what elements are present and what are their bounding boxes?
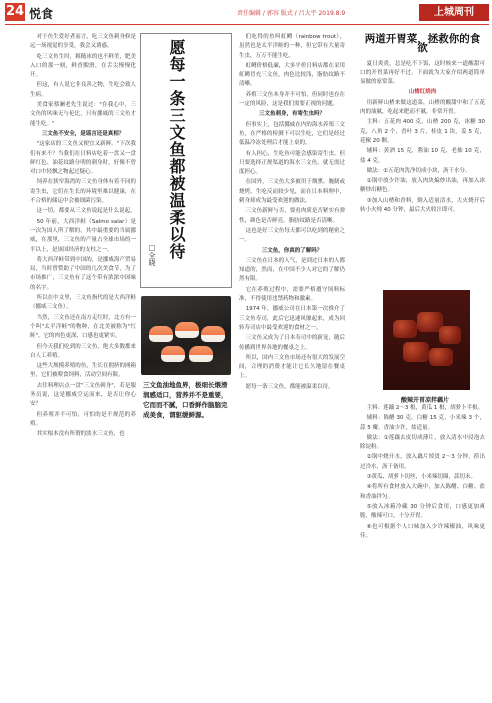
article2-column-lower bbox=[360, 404, 485, 698]
sushi-piece bbox=[161, 346, 185, 362]
paragraph: 吃三文鱼生时，粗糙冰的也不鲜美，肥美入口的那一刻，鲜香腴滑，在舌尖慢慢化开。 bbox=[30, 53, 136, 79]
paragraph: 饲养在狭窄海湾的三文鱼身体有着不同的寄生虫，它们在生长的环境里难以健康，在不合格的储运中会被细菌污染。 bbox=[30, 179, 136, 205]
article1-author: □全晓 bbox=[148, 244, 156, 266]
paragraph: 对于鱼生爱好者而言，吃三文鱼刺身修是远一场视觉的享受，我会又诱惑。 bbox=[30, 34, 136, 50]
paragraph: 所以在中文里，三文鱼指代的是大西洋鲑（挪威三文鱼）。 bbox=[30, 295, 136, 311]
paragraph: 愿每一条三文鱼，都能被温柔以待。 bbox=[245, 383, 334, 390]
paragraph: ③加入山楂和香料，倒入适量清水，大火烧开后转小火炖 40 分钟，最后大火收汁即可。 bbox=[360, 197, 485, 214]
pork-photo-caption: 酸辣开胃凉拌藕片 bbox=[400, 397, 449, 404]
page-header bbox=[0, 0, 492, 26]
paragraph: 但这，有人说它非良善之物，生吃会致人生病。 bbox=[30, 82, 136, 98]
paragraph: 主料：五花肉 400 克，山楂 200 克，冰糖 30 克，八角 2 个，香叶 3 片，桂皮 1 块，姜 5 克，花椒 20 颗。 bbox=[360, 119, 485, 144]
article1-title-box bbox=[140, 33, 232, 288]
meat-piece bbox=[429, 348, 453, 366]
sushi-piece bbox=[149, 326, 173, 342]
sushi-piece bbox=[175, 322, 199, 338]
article2-title: 两道开胃菜，拯救你的食欲 bbox=[364, 33, 481, 55]
article1-title: 愿每一条三文鱼都被温柔以待 bbox=[167, 39, 186, 260]
paragraph: 辅料：陈醋 30 克，白糖 15 克，小米辣 3 个，蒜 5 瓣，香油少许，盐适量。 bbox=[360, 415, 485, 431]
paragraph: 做法：①莲藕去皮切成薄片，放入清水中浸泡去除淀粉。 bbox=[360, 434, 485, 451]
salmon-sushi-photo bbox=[141, 296, 231, 375]
paragraph: 养殖三文鱼本身并不可怕，但同时也存在一定的风险，这是我们需要正视的问题。 bbox=[239, 91, 345, 108]
paragraph: "这家店的三文鱼又便宜又新鲜。"下次我们有来不？当我们在日料店吃着一盘又一盘鲜红色、油花纹路分明的刺身时，好像不曾对口中轻飘之物起过疑心。 bbox=[30, 141, 136, 176]
paragraph: 虹鳟价格低廉，大多平价日料店都在采用虹鳟冒充三文鱼，肉色比较浅，脂肪纹路不清晰。 bbox=[239, 62, 345, 88]
article1-column2 bbox=[239, 33, 345, 698]
paragraph: 三文鱼在日本的人气，是到过日本的人都知道的，然而，在中国不少人对它的了解仍然有限。 bbox=[239, 257, 345, 283]
publication-badge: 上城周刊 bbox=[419, 4, 489, 21]
section-title: 悦食 bbox=[29, 7, 54, 21]
paragraph: 所以，国内三文鱼市场还有很大的发展空间，合理的消费才能让它长久地留在餐桌上。 bbox=[239, 354, 345, 380]
paragraph: 50 年前，大西洋鲑（Salmo salar）是一次为国人所了解的。其中最重要的当属挪威，在那里，三文鱼的产量占全球市场的一半以上，是该国经济的支柱之一。 bbox=[30, 218, 136, 253]
sushi-piece bbox=[189, 346, 213, 362]
header-rule bbox=[5, 24, 489, 25]
paragraph: 这也是好三文鱼每天都可以吃到的秘密之一。 bbox=[239, 227, 345, 244]
paragraph: 三文鱼又成为了日本寿司中的新宠，随后传播到世界各地的餐桌之上。 bbox=[239, 335, 345, 351]
article1-column1 bbox=[30, 33, 136, 698]
paragraph: 美食家蔡澜老先生说过："在我心中，三文鱼的风味无与伦比，只有挪威的三文鱼才能生吃。" bbox=[30, 102, 136, 127]
paragraph: ③黄瓜、胡萝卜切丝，小米辣切圈，蒜切末。 bbox=[366, 474, 477, 481]
paragraph: 但今天我们吃到的三文鱼，绝大多数都来自人工养殖。 bbox=[30, 343, 136, 359]
paragraph: 但事实上，包括挪威在内的海水养殖三文鱼，在严格的检测下可以生吃，它们是经过低温冷冻处理后才能上桌的。 bbox=[239, 121, 345, 147]
paragraph: 这一切，都要从三文鱼说起是什么说起。 bbox=[36, 208, 136, 215]
paragraph: ②锅中烧开水，放入藕片焯烫 2～3 分钟，捞出过冷水，沥干备用。 bbox=[360, 454, 485, 470]
paragraph: ⑥也可根据个人口味加入少许辣椒油，风味更佳。 bbox=[360, 523, 485, 539]
paragraph: 1974 年，挪威公司在日本第一次推介了三文鱼寿司，此后它迅速风靡起来，成为回转寿司店中最受欢迎的食材之一。 bbox=[239, 306, 345, 331]
meat-piece bbox=[439, 326, 461, 344]
paragraph: ④将所有食材放入大碗中，加入陈醋、白糖、盐和香油拌匀。 bbox=[360, 484, 485, 500]
paragraph: 主料：莲藕 2～3 根，黄瓜 1 根，胡萝卜半根。 bbox=[366, 405, 484, 411]
paragraph: 但养殖并不可怕，可怕的是不规范的养殖。 bbox=[30, 411, 136, 427]
paragraph: 用新鲜山楂来做这道菜，山楂的酸甜中和了五花肉的油腻，吃起来肥而不腻，非常开胃。 bbox=[360, 99, 485, 116]
subheading: 三文鱼，你真的了解吗？ bbox=[261, 247, 323, 254]
paragraph: 有人担心，生吃鱼可能会感染寄生虫。但只要选择正规渠道的海水三文鱼，就无需过度担心。 bbox=[239, 150, 345, 176]
paragraph: 在国外，三文鱼大多被用于烟熏、腌制或烧烤，生吃反而较少见，而在日本料理中，刺身却成为最受欢迎的做法。 bbox=[239, 179, 345, 205]
paragraph: 做法：①五花肉洗净切成小块，沥干水分。 bbox=[366, 167, 471, 174]
paragraph: 们吃得的鱼叫虹鳟（rainbow trout），虽然也是太平洋鲑的一种，但它带有大量寄生虫，万万不能生吃。 bbox=[239, 34, 345, 59]
editor-meta: 责任编辑 / 郭容 版式 / 吕大宇 2019.8.9 bbox=[237, 10, 346, 17]
paragraph: 当然，三文鱼还在南方走红时，北方有一个叫"太平洋鲑"的物种，在北美被称为"红鲑"，它的肉色更深，口感也更紧实。 bbox=[30, 314, 136, 340]
subheading: 山楂红烧肉 bbox=[408, 89, 437, 96]
paragraph: ⑤放入冰箱冷藏 30 分钟后食用，口感更加爽脆，酸辣可口，十分开胃。 bbox=[360, 503, 485, 520]
subheading: 三文鱼刺身，有寄生虫吗？ bbox=[258, 111, 325, 118]
page-number: 24 bbox=[5, 4, 25, 19]
paragraph: 将大西洋鲑带到中国的，是挪威海产贸易局，当时曾赞助了中国的几次美食节，为了市场推广，三文鱼有了这个带有浓浓中国味的名字。 bbox=[30, 256, 136, 291]
paragraph: 辅料：黄酒 15 克，酱油 10 克，老抽 10 克，盐 4 克。 bbox=[360, 148, 485, 164]
meat-piece bbox=[393, 320, 417, 338]
braised-pork-photo bbox=[383, 290, 470, 390]
paragraph: 三文鱼新鲜与否，要看肉质是否紧实有弹性，颜色是否鲜亮，脂肪纹路是否清晰。 bbox=[239, 208, 345, 224]
paragraph: 夏日炎炎，总是吃不下饭，这时候来一道酸甜可口的开胃菜再好不过。下面就为大家介绍两道简单易做的家常菜。 bbox=[360, 60, 485, 86]
paragraph: ②锅中放少许油，放入肉块煸炒出油，再加入冰糖炒出糖色。 bbox=[360, 178, 485, 194]
article2-body bbox=[360, 60, 485, 216]
sushi-piece bbox=[201, 326, 225, 342]
paragraph: 它在养殖过程中，需要严格遵守饲料标准，不得使用违禁药物和激素。 bbox=[239, 286, 345, 303]
paragraph: 其实根本没有所谓的淡水三文鱼，也 bbox=[36, 431, 125, 438]
meat-piece bbox=[403, 342, 429, 362]
paragraph: 去往料理店点一盘"三文鱼刺身"，若是服务员说，这是挪威空运而来，是否让你心安？ bbox=[30, 382, 136, 408]
salmon-photo-caption: 三文鱼油地鱼界，极细长煨滑润感适口，营养并不是重要，它而而不腻，口香鲜作脑脑完成美食，谓驱缓鲜源。 bbox=[143, 381, 228, 419]
subheading: 三文鱼不安全，是谣言还是真相？ bbox=[41, 130, 125, 137]
paragraph: 这些大规模养殖的鱼，生长在拥挤的网箱里，它们被喂食饲料，活动空间有限。 bbox=[30, 363, 136, 379]
